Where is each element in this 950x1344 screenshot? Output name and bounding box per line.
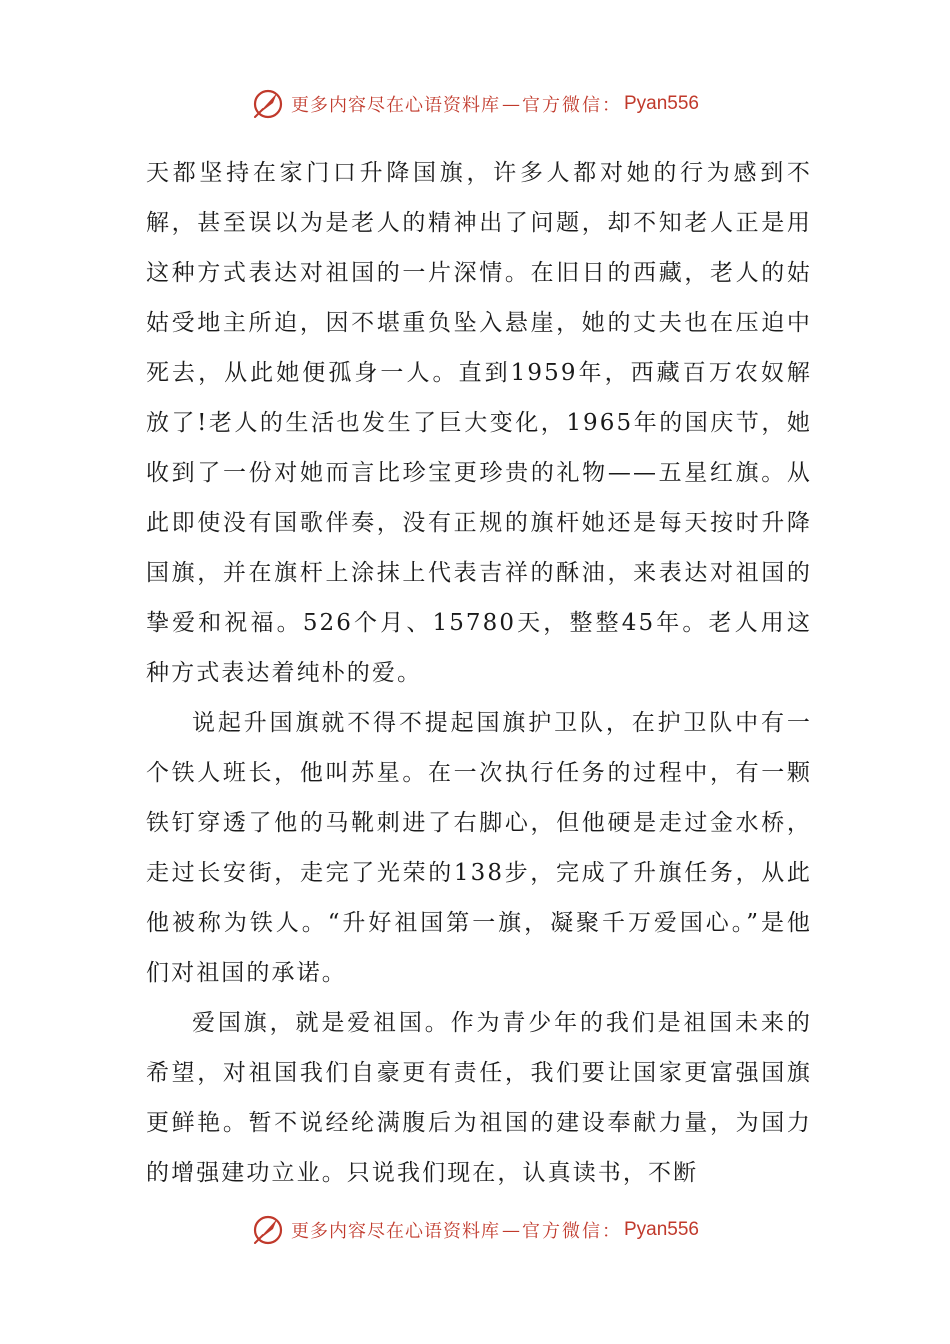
banner-wechat-id: Pyan556: [623, 93, 699, 114]
header-banner: [0, 84, 950, 124]
footer-banner: [0, 1210, 950, 1250]
banner-separator: —: [501, 93, 520, 115]
document-body: [146, 148, 812, 1198]
paragraph-2: 说起升国旗就不得不提起国旗护卫队，在护卫队中有一个铁人班长，他叫苏星。在一次执行任务的过程中，有一颗铁钉穿透了他的马靴刺进了右脚心，但他硬是走过金水桥，走过长安街，走完了光荣的138步，完成了升旗任务，从此他被称为铁人。“升好祖国第一旗，凝聚千万爱国心。”是他们对祖国的承诺。: [146, 710, 812, 986]
paragraph-3: 爱国旗，就是爱祖国。作为青少年的我们是祖国未来的希望，对祖国我们自豪更有责任，我们要让国家更富强国旗更鲜艳。暂不说经纶满腹后为祖国的建设奉献力量，为国力的增强建功立业。只说我们现在，认真读书，不断: [146, 1010, 812, 1186]
paragraph-1: 天都坚持在家门口升降国旗，许多人都对她的行为感到不解，甚至误以为是老人的精神出了问题，却不知老人正是用这种方式表达对祖国的一片深情。在旧日的西藏，老人的姑姑受地主所迫，因不堪重负坠入悬崖，她的丈夫也在压迫中死去，从此她便孤身一人。直到1959年，西藏百万农奴解放了!老人的生活也发生了巨大变化，1965年的国庆节，她收到了一份对她而言比珍宝更珍贵的礼物——五星红旗。从此即使没有国歌伴奏，没有正规的旗杆她还是每天按时升降国旗，并在旗杆上涂抹上代表吉祥的酥油，来表达对祖国的挚爱和祝福。526个月、15780天，整整45年。老人用这种方式表达着纯朴的爱。: [146, 160, 812, 686]
banner-wechat-id: Pyan556: [623, 1219, 699, 1240]
banner-separator: —: [501, 1219, 520, 1241]
banner-title: 更多内容尽在心语资料库: [290, 95, 500, 116]
banner-wechat-label: 官方微信：: [521, 95, 622, 116]
banner-wechat-label: 官方微信：: [521, 1221, 622, 1242]
banner-title: 更多内容尽在心语资料库: [290, 1221, 500, 1242]
quill-logo-icon: [251, 87, 285, 121]
quill-logo-icon: [251, 1213, 285, 1247]
